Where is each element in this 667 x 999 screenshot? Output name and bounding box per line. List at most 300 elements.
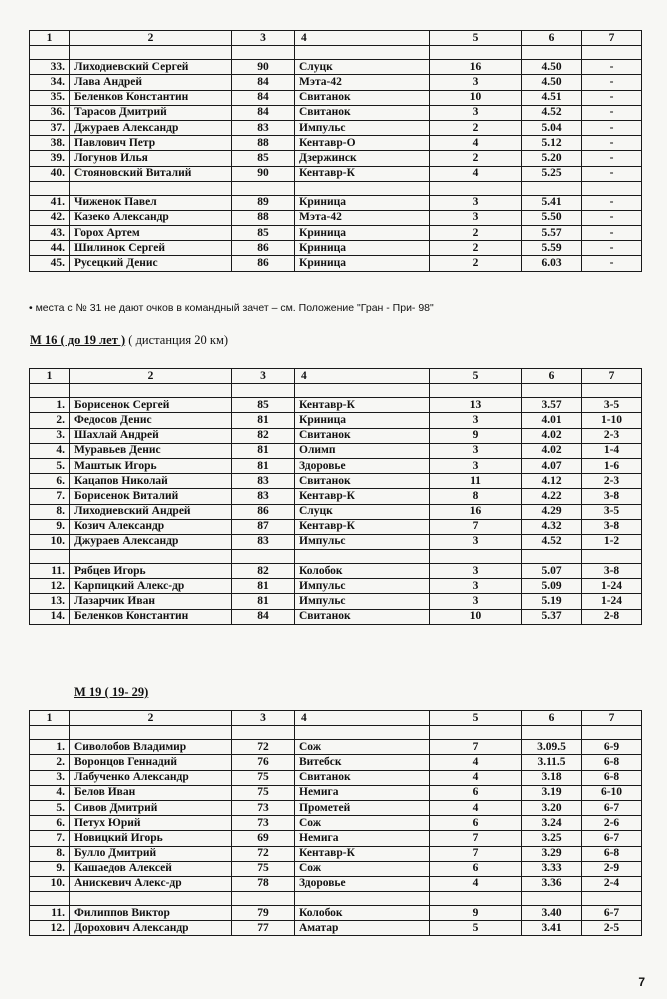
time-cell: 4.52	[522, 105, 582, 120]
points-cell: 2-3	[582, 474, 642, 489]
column-header: 7	[582, 369, 642, 384]
empty-cell	[295, 181, 430, 195]
name-cell: Федосов Денис	[70, 413, 232, 428]
starts-cell: 3	[430, 564, 522, 579]
table-row	[30, 474, 642, 489]
table-row	[30, 564, 642, 579]
place-cell: 5.	[30, 800, 70, 815]
place-cell: 37.	[30, 120, 70, 135]
birth-year-cell: 90	[232, 60, 295, 75]
table-row	[30, 504, 642, 519]
starts-cell: 7	[430, 846, 522, 861]
time-cell: 5.09	[522, 579, 582, 594]
place-cell: 5.	[30, 458, 70, 473]
name-cell: Горох Артем	[70, 226, 232, 241]
club-cell: Здоровье	[295, 458, 430, 473]
name-cell: Дорохович Александр	[70, 921, 232, 936]
place-cell: 39.	[30, 151, 70, 166]
name-cell: Петух Юрий	[70, 816, 232, 831]
table-row	[30, 428, 642, 443]
club-cell: Кентавр-К	[295, 846, 430, 861]
empty-cell	[582, 550, 642, 564]
starts-cell: 4	[430, 755, 522, 770]
club-cell: Импульс	[295, 534, 430, 549]
club-cell: Олимп	[295, 443, 430, 458]
empty-cell	[70, 46, 232, 60]
column-header: 1	[30, 31, 70, 46]
table-row	[30, 755, 642, 770]
place-cell: 12.	[30, 921, 70, 936]
results-table-m16	[29, 368, 642, 625]
starts-cell: 3	[430, 105, 522, 120]
place-cell: 42.	[30, 210, 70, 225]
points-cell: 1-2	[582, 534, 642, 549]
name-cell: Логунов Илья	[70, 151, 232, 166]
birth-year-cell: 81	[232, 443, 295, 458]
time-cell: 4.01	[522, 413, 582, 428]
club-cell: Сож	[295, 816, 430, 831]
club-cell: Импульс	[295, 579, 430, 594]
table-row	[30, 60, 642, 75]
club-cell: Свитанок	[295, 609, 430, 624]
column-header: 4	[295, 369, 430, 384]
table-row	[30, 241, 642, 256]
empty-cell	[582, 384, 642, 398]
empty-cell	[522, 892, 582, 906]
empty-cell	[232, 892, 295, 906]
category-distance: ( дистанция 20 км)	[125, 333, 229, 347]
starts-cell: 3	[430, 579, 522, 594]
name-cell: Сиволобов Владимир	[70, 740, 232, 755]
place-cell: 10.	[30, 534, 70, 549]
place-cell: 9.	[30, 861, 70, 876]
club-cell: Криница	[295, 226, 430, 241]
name-cell: Лиходиевский Сергей	[70, 60, 232, 75]
name-cell: Шилинок Сергей	[70, 241, 232, 256]
name-cell: Белов Иван	[70, 785, 232, 800]
birth-year-cell: 72	[232, 740, 295, 755]
empty-cell	[582, 181, 642, 195]
place-cell: 45.	[30, 256, 70, 271]
starts-cell: 4	[430, 800, 522, 815]
time-cell: 3.11.5	[522, 755, 582, 770]
empty-cell	[295, 384, 430, 398]
empty-cell	[70, 384, 232, 398]
points-cell: 6-7	[582, 831, 642, 846]
empty-cell	[30, 384, 70, 398]
name-cell: Рябцев Игорь	[70, 564, 232, 579]
table-row	[30, 609, 642, 624]
time-cell: 4.02	[522, 443, 582, 458]
birth-year-cell: 73	[232, 816, 295, 831]
club-cell: Мэта-42	[295, 75, 430, 90]
table-row	[30, 519, 642, 534]
starts-cell: 9	[430, 906, 522, 921]
points-cell: -	[582, 226, 642, 241]
club-cell: Сож	[295, 740, 430, 755]
club-cell: Криница	[295, 413, 430, 428]
club-cell: Слуцк	[295, 504, 430, 519]
table-row	[30, 398, 642, 413]
birth-year-cell: 76	[232, 755, 295, 770]
club-cell: Кентавр-К	[295, 519, 430, 534]
empty-cell	[30, 892, 70, 906]
points-cell: -	[582, 75, 642, 90]
table-row	[30, 195, 642, 210]
place-cell: 35.	[30, 90, 70, 105]
time-cell: 4.29	[522, 504, 582, 519]
starts-cell: 3	[430, 458, 522, 473]
club-cell: Импульс	[295, 594, 430, 609]
empty-cell	[522, 181, 582, 195]
table-row	[30, 831, 642, 846]
empty-cell	[30, 726, 70, 740]
club-cell: Свитанок	[295, 105, 430, 120]
birth-year-cell: 89	[232, 195, 295, 210]
table-row	[30, 120, 642, 135]
birth-year-cell: 78	[232, 876, 295, 891]
club-cell: Криница	[295, 195, 430, 210]
category-caption-m19	[74, 685, 148, 700]
starts-cell: 16	[430, 504, 522, 519]
empty-cell	[582, 46, 642, 60]
table-row	[30, 770, 642, 785]
empty-cell	[430, 726, 522, 740]
starts-cell: 16	[430, 60, 522, 75]
table-row	[30, 210, 642, 225]
empty-cell	[295, 46, 430, 60]
points-cell: 3-8	[582, 519, 642, 534]
spacer-row	[30, 892, 642, 906]
empty-cell	[522, 384, 582, 398]
time-cell: 4.02	[522, 428, 582, 443]
time-cell: 5.07	[522, 564, 582, 579]
points-cell: -	[582, 210, 642, 225]
starts-cell: 2	[430, 256, 522, 271]
points-cell: 3-5	[582, 504, 642, 519]
name-cell: Лава Андрей	[70, 75, 232, 90]
column-header: 7	[582, 711, 642, 726]
empty-cell	[232, 550, 295, 564]
club-cell: Кентавр-К	[295, 166, 430, 181]
time-cell: 3.09.5	[522, 740, 582, 755]
time-cell: 5.12	[522, 136, 582, 151]
starts-cell: 6	[430, 816, 522, 831]
name-cell: Кацапов Николай	[70, 474, 232, 489]
place-cell: 14.	[30, 609, 70, 624]
header-row	[30, 31, 642, 46]
name-cell: Кашаедов Алексей	[70, 861, 232, 876]
points-cell: 2-8	[582, 609, 642, 624]
starts-cell: 7	[430, 740, 522, 755]
time-cell: 5.41	[522, 195, 582, 210]
birth-year-cell: 73	[232, 800, 295, 815]
table-row	[30, 785, 642, 800]
place-cell: 11.	[30, 906, 70, 921]
birth-year-cell: 83	[232, 474, 295, 489]
name-cell: Новицкий Игорь	[70, 831, 232, 846]
club-cell: Немига	[295, 785, 430, 800]
points-cell: 1-4	[582, 443, 642, 458]
empty-cell	[522, 550, 582, 564]
club-cell: Кентавр-К	[295, 489, 430, 504]
table-row	[30, 226, 642, 241]
starts-cell: 4	[430, 770, 522, 785]
place-cell: 11.	[30, 564, 70, 579]
empty-cell	[30, 181, 70, 195]
birth-year-cell: 81	[232, 579, 295, 594]
empty-cell	[70, 550, 232, 564]
birth-year-cell: 84	[232, 90, 295, 105]
table-row	[30, 906, 642, 921]
club-cell: Свитанок	[295, 90, 430, 105]
table-row	[30, 413, 642, 428]
empty-cell	[70, 726, 232, 740]
place-cell: 6.	[30, 474, 70, 489]
table-row	[30, 876, 642, 891]
empty-cell	[522, 726, 582, 740]
spacer-row	[30, 726, 642, 740]
starts-cell: 2	[430, 226, 522, 241]
place-cell: 38.	[30, 136, 70, 151]
name-cell: Джураев Александр	[70, 534, 232, 549]
starts-cell: 13	[430, 398, 522, 413]
birth-year-cell: 85	[232, 398, 295, 413]
place-cell: 43.	[30, 226, 70, 241]
birth-year-cell: 84	[232, 105, 295, 120]
birth-year-cell: 81	[232, 458, 295, 473]
category-title: М 16 ( до 19 лет )	[30, 333, 126, 347]
place-cell: 44.	[30, 241, 70, 256]
column-header: 5	[430, 711, 522, 726]
birth-year-cell: 85	[232, 151, 295, 166]
club-cell: Дзержинск	[295, 151, 430, 166]
place-cell: 8.	[30, 504, 70, 519]
empty-cell	[430, 46, 522, 60]
column-header: 2	[70, 711, 232, 726]
starts-cell: 3	[430, 594, 522, 609]
empty-cell	[430, 181, 522, 195]
birth-year-cell: 84	[232, 609, 295, 624]
place-cell: 6.	[30, 816, 70, 831]
birth-year-cell: 86	[232, 241, 295, 256]
time-cell: 5.04	[522, 120, 582, 135]
points-cell: 3-5	[582, 398, 642, 413]
club-cell: Импульс	[295, 120, 430, 135]
points-cell: 2-9	[582, 861, 642, 876]
points-cell: -	[582, 256, 642, 271]
club-cell: Свитанок	[295, 474, 430, 489]
name-cell: Павлович Петр	[70, 136, 232, 151]
place-cell: 12.	[30, 579, 70, 594]
spacer-row	[30, 550, 642, 564]
name-cell: Стояновский Виталий	[70, 166, 232, 181]
place-cell: 3.	[30, 770, 70, 785]
place-cell: 9.	[30, 519, 70, 534]
starts-cell: 3	[430, 443, 522, 458]
points-cell: 6-10	[582, 785, 642, 800]
time-cell: 5.57	[522, 226, 582, 241]
name-cell: Беленков Константин	[70, 609, 232, 624]
points-cell: 1-10	[582, 413, 642, 428]
name-cell: Русецкий Денис	[70, 256, 232, 271]
club-cell: Криница	[295, 256, 430, 271]
starts-cell: 3	[430, 413, 522, 428]
table-row	[30, 861, 642, 876]
birth-year-cell: 83	[232, 534, 295, 549]
name-cell: Лиходиевский Андрей	[70, 504, 232, 519]
table-row	[30, 151, 642, 166]
birth-year-cell: 82	[232, 564, 295, 579]
starts-cell: 3	[430, 210, 522, 225]
empty-cell	[430, 384, 522, 398]
name-cell: Воронцов Геннадий	[70, 755, 232, 770]
birth-year-cell: 87	[232, 519, 295, 534]
starts-cell: 7	[430, 519, 522, 534]
club-cell: Кентавр-О	[295, 136, 430, 151]
place-cell: 4.	[30, 443, 70, 458]
birth-year-cell: 88	[232, 210, 295, 225]
starts-cell: 10	[430, 90, 522, 105]
time-cell: 4.50	[522, 60, 582, 75]
birth-year-cell: 88	[232, 136, 295, 151]
starts-cell: 2	[430, 151, 522, 166]
birth-year-cell: 72	[232, 846, 295, 861]
table-row	[30, 489, 642, 504]
time-cell: 3.18	[522, 770, 582, 785]
results-table-continued	[29, 30, 642, 272]
name-cell: Шахлай Андрей	[70, 428, 232, 443]
place-cell: 2.	[30, 413, 70, 428]
empty-cell	[582, 892, 642, 906]
column-header: 6	[522, 31, 582, 46]
birth-year-cell: 83	[232, 489, 295, 504]
place-cell: 34.	[30, 75, 70, 90]
place-cell: 13.	[30, 594, 70, 609]
empty-cell	[430, 550, 522, 564]
place-cell: 2.	[30, 755, 70, 770]
points-cell: -	[582, 120, 642, 135]
time-cell: 4.07	[522, 458, 582, 473]
points-cell: -	[582, 105, 642, 120]
time-cell: 4.12	[522, 474, 582, 489]
header-row	[30, 369, 642, 384]
column-header: 2	[70, 31, 232, 46]
empty-cell	[30, 550, 70, 564]
empty-cell	[70, 892, 232, 906]
starts-cell: 5	[430, 921, 522, 936]
empty-cell	[295, 892, 430, 906]
table-row	[30, 458, 642, 473]
club-cell: Прометей	[295, 800, 430, 815]
place-cell: 40.	[30, 166, 70, 181]
starts-cell: 2	[430, 241, 522, 256]
points-cell: -	[582, 60, 642, 75]
points-cell: -	[582, 151, 642, 166]
time-cell: 5.37	[522, 609, 582, 624]
time-cell: 5.50	[522, 210, 582, 225]
name-cell: Карпицкий Алекс-др	[70, 579, 232, 594]
place-cell: 1.	[30, 398, 70, 413]
points-cell: 1-24	[582, 594, 642, 609]
points-cell: 2-4	[582, 876, 642, 891]
points-cell: -	[582, 136, 642, 151]
column-header: 5	[430, 31, 522, 46]
club-cell: Свитанок	[295, 428, 430, 443]
points-cell: 1-24	[582, 579, 642, 594]
birth-year-cell: 81	[232, 413, 295, 428]
category-title: М 19 ( 19- 29)	[74, 685, 149, 699]
points-cell: 6-7	[582, 800, 642, 815]
header-row	[30, 711, 642, 726]
name-cell: Филиппов Виктор	[70, 906, 232, 921]
starts-cell: 6	[430, 785, 522, 800]
club-cell: Немига	[295, 831, 430, 846]
table-row	[30, 921, 642, 936]
time-cell: 3.36	[522, 876, 582, 891]
name-cell: Муравьев Денис	[70, 443, 232, 458]
club-cell: Свитанок	[295, 770, 430, 785]
time-cell: 4.52	[522, 534, 582, 549]
place-cell: 3.	[30, 428, 70, 443]
column-header: 2	[70, 369, 232, 384]
team-scoring-footnote: • места с № 31 не дают очков в командный зачет – см. Положение "Гран - При- 98"	[29, 302, 434, 314]
table-row	[30, 534, 642, 549]
birth-year-cell: 85	[232, 226, 295, 241]
empty-cell	[232, 726, 295, 740]
starts-cell: 9	[430, 428, 522, 443]
starts-cell: 3	[430, 534, 522, 549]
empty-cell	[232, 46, 295, 60]
empty-cell	[295, 726, 430, 740]
table-row	[30, 256, 642, 271]
name-cell: Тарасов Дмитрий	[70, 105, 232, 120]
birth-year-cell: 86	[232, 256, 295, 271]
place-cell: 4.	[30, 785, 70, 800]
time-cell: 4.32	[522, 519, 582, 534]
empty-cell	[232, 384, 295, 398]
category-caption-m16	[30, 333, 228, 348]
empty-cell	[522, 46, 582, 60]
empty-cell	[70, 181, 232, 195]
results-table-m19	[29, 710, 642, 936]
club-cell: Мэта-42	[295, 210, 430, 225]
empty-cell	[582, 726, 642, 740]
points-cell: -	[582, 195, 642, 210]
table-row	[30, 443, 642, 458]
starts-cell: 4	[430, 136, 522, 151]
name-cell: Борисенок Сергей	[70, 398, 232, 413]
club-cell: Кентавр-К	[295, 398, 430, 413]
name-cell: Казеко Александр	[70, 210, 232, 225]
points-cell: 3-8	[582, 564, 642, 579]
starts-cell: 6	[430, 861, 522, 876]
club-cell: Аматар	[295, 921, 430, 936]
table-row	[30, 740, 642, 755]
time-cell: 3.25	[522, 831, 582, 846]
club-cell: Колобок	[295, 906, 430, 921]
column-header: 3	[232, 369, 295, 384]
place-cell: 7.	[30, 831, 70, 846]
column-header: 3	[232, 711, 295, 726]
points-cell: 3-8	[582, 489, 642, 504]
empty-cell	[430, 892, 522, 906]
points-cell: 2-6	[582, 816, 642, 831]
birth-year-cell: 90	[232, 166, 295, 181]
starts-cell: 11	[430, 474, 522, 489]
time-cell: 5.19	[522, 594, 582, 609]
spacer-row	[30, 181, 642, 195]
